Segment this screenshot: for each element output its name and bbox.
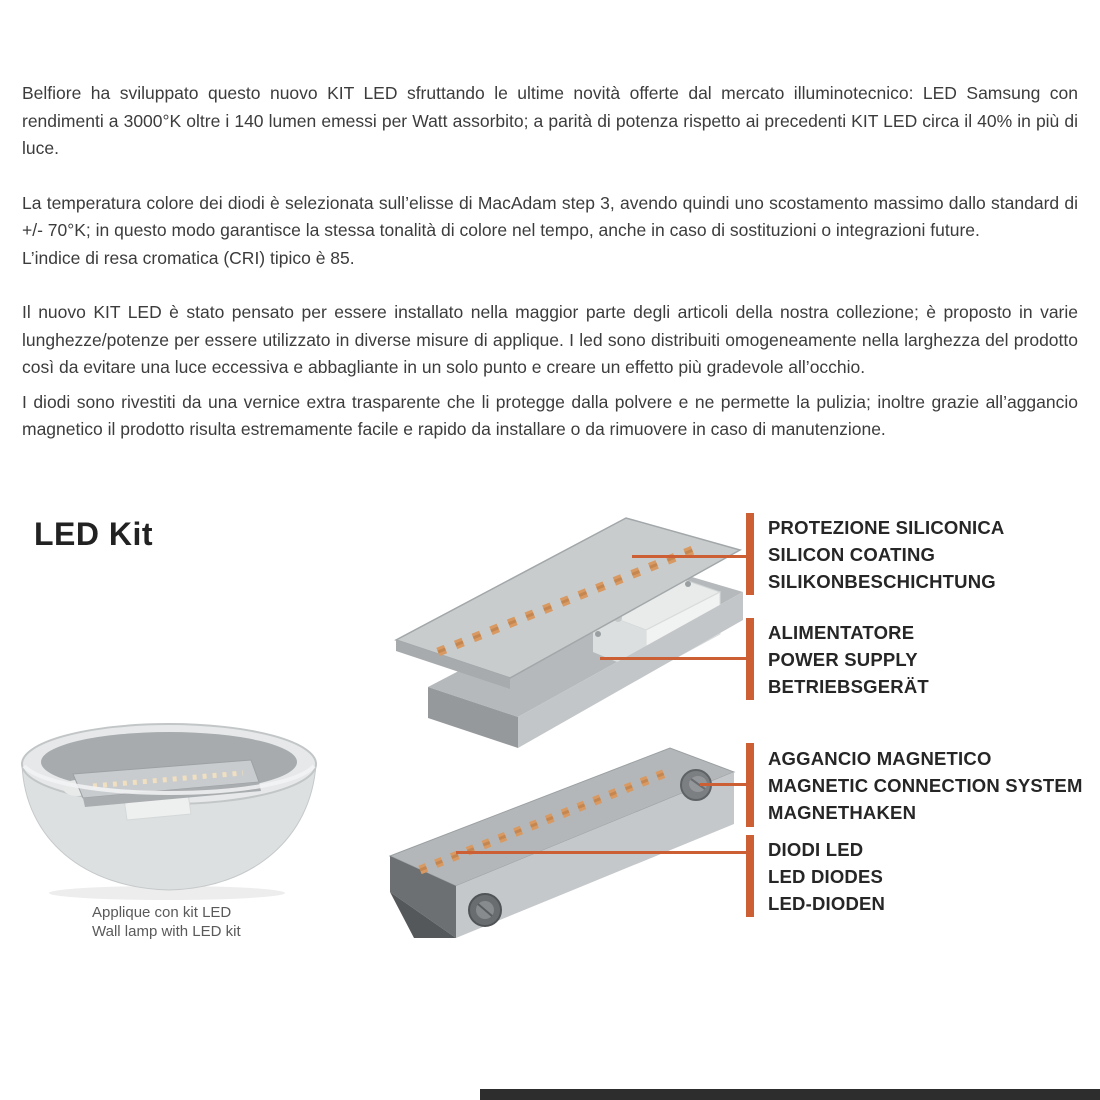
callout-line: SILICON COATING — [768, 543, 936, 565]
paragraph-led-kit-intro: Belfiore ha sviluppato questo nuovo KIT LED sfruttando le ultime novità offerte dal mercato illuminotecnico: LED Samsung con rendimenti a 3000°K oltre i 140 lumen emessi per Watt assorbito; a parità di potenza rispetto ai precedenti KIT LED circa il 40% in più di luce. — [22, 83, 1078, 158]
led-kit-open-image — [388, 492, 760, 757]
magnet-left — [469, 894, 501, 926]
callout-led-diodes — [746, 835, 885, 917]
connector-line-power-supply — [600, 657, 746, 660]
callout-line: MAGNETHAKEN — [768, 801, 917, 823]
callout-line: ALIMENTATORE — [768, 621, 915, 643]
accent-bar — [746, 618, 754, 700]
callout-magnetic-connection — [746, 743, 1083, 827]
callout-line: PROTEZIONE SILICONICA — [768, 516, 1005, 538]
caption-line-italian: Applique con kit LED — [92, 904, 232, 921]
connector-line-silicon-coating — [632, 555, 746, 558]
callout-line: POWER SUPPLY — [768, 648, 918, 670]
paragraph-color-temperature: La temperatura colore dei diodi è selezionata sull’elisse di MacAdam step 3, avendo quindi uno scostamento massimo dallo standard di +/- 70°K; in questo modo garantisce la stessa tonalità di colore nel tempo, anche in caso di sostituzioni o integrazioni future. — [22, 192, 1078, 240]
callout-line: DIODI LED — [768, 838, 864, 860]
connector-line-magnetic — [700, 783, 746, 786]
callout-line: SILIKONBESCHICHTUNG — [768, 570, 996, 592]
wall-lamp-image — [15, 690, 325, 905]
connector-line-diodes — [456, 851, 746, 854]
paragraph-cri: L’indice di resa cromatica (CRI) tipico è 85. — [22, 247, 355, 268]
accent-bar — [746, 743, 754, 827]
paragraph-installation: Il nuovo KIT LED è stato pensato per essere installato nella maggior parte degli articoli della nostra collezione; è proposto in varie lunghezze/potenze per essere utilizzato in diverse misure di applique. I led sono distribuiti omogeneamente nella larghezza del prodotto così da evitare una luce eccessiva e abbagliante in un solo punto e creare un effetto più gradevole all’occhio. — [22, 302, 1078, 377]
callout-line: AGGANCIO MAGNETICO — [768, 747, 992, 769]
accent-bar — [746, 835, 754, 917]
callout-power-supply — [746, 618, 929, 700]
callout-line: MAGNETIC CONNECTION SYSTEM — [768, 774, 1083, 796]
paragraph-coating: I diodi sono rivestiti da una vernice extra trasparente che li protegge dalla polvere e ne permette la pulizia; inoltre grazie all’aggancio magnetico il prodotto risulta estremamente facile e rapido da installare o da rimuovere in caso di manutenzione. — [22, 391, 1078, 439]
section-title: LED Kit — [34, 516, 154, 552]
callout-silicon-coating — [746, 513, 1005, 595]
callout-line: BETRIEBSGERÄT — [768, 675, 929, 697]
led-kit-bracket-image — [378, 738, 760, 943]
footer-bar — [480, 1089, 1100, 1100]
caption-line-english: Wall lamp with LED kit — [92, 923, 241, 940]
image-caption — [92, 903, 241, 941]
accent-bar — [746, 513, 754, 595]
callout-line: LED-DIODEN — [768, 892, 886, 914]
intro-text-block — [22, 80, 1078, 444]
callout-line: LED DIODES — [768, 865, 884, 887]
